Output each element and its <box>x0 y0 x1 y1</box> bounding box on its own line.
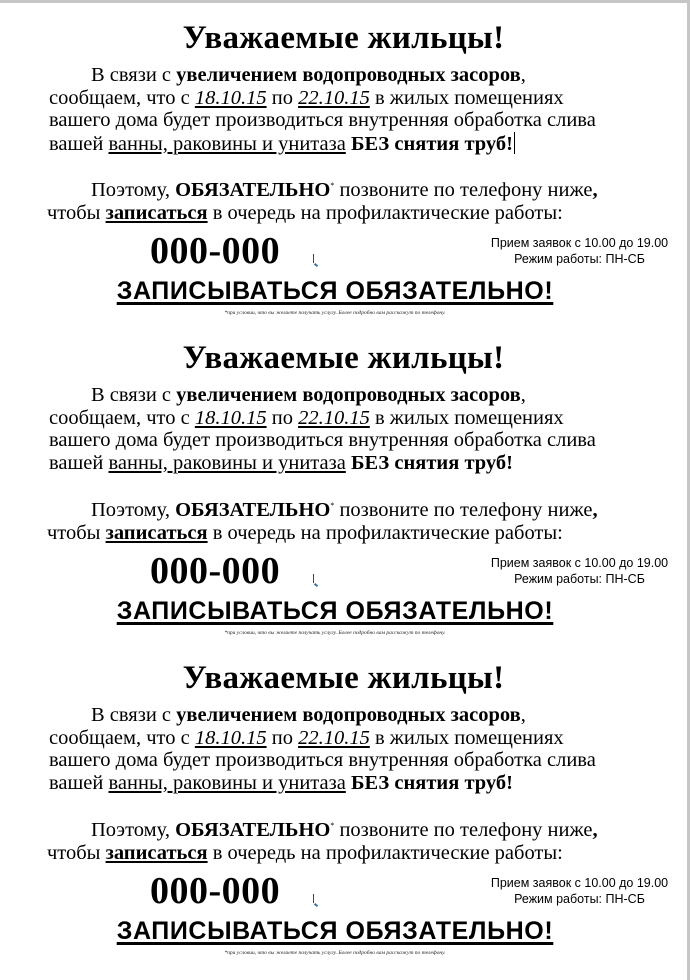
fixtures-underlined: ванны, раковины и унитаза <box>108 132 346 155</box>
must-bold: ОБЯЗАТЕЛЬНО <box>175 819 331 841</box>
working-hours: Прием заявок с 10.00 до 19.00 Режим работы: ПН-СБ <box>490 876 669 906</box>
fixtures-underlined: ванны, раковины и унитаза <box>108 451 346 474</box>
phone-number: 000-000 <box>150 230 281 272</box>
notice-paragraph-1: В связи с увеличением водопроводных засоров, сообщаем, что с 18.10.15 по 22.10.15 в жилых помещениях вашего дома будет производиться внутренняя обработка слива вашей ванны, раковины и унитаза БЕЗ снятия труб! <box>49 384 596 474</box>
register-bold: записаться <box>105 521 208 544</box>
cta-heading: ЗАПИСЫВАТЬСЯ ОБЯЗАТЕЛЬНО! <box>116 597 554 625</box>
notice-block-1 <box>0 8 687 328</box>
no-pipe-removal-bold: БЕЗ снятия труб! <box>350 132 513 155</box>
phone-number: 000-000 <box>150 870 281 912</box>
register-bold: записаться <box>105 201 208 224</box>
notice-paragraph-2: Поэтому, ОБЯЗАТЕЛЬНО* позвоните по телефону ниже, чтобы записаться в очередь на профилактические работы: <box>47 819 598 864</box>
cta-heading: ЗАПИСЫВАТЬСЯ ОБЯЗАТЕЛЬНО! <box>116 277 554 305</box>
notice-paragraph-1: В связи с увеличением водопроводных засоров, сообщаем, что с 18.10.15 по 22.10.15 в жилых помещениях вашего дома будет производиться внутренняя обработка слива вашей ванны, раковины и унитаза БЕЗ снятия труб! <box>49 704 596 794</box>
notice-block-3 <box>0 648 687 968</box>
date-from: 18.10.15 <box>194 86 267 109</box>
must-bold: ОБЯЗАТЕЛЬНО <box>175 499 331 521</box>
notice-paragraph-2: Поэтому, ОБЯЗАТЕЛЬНО* позвоните по телефону ниже, чтобы записаться в очередь на профилактические работы: <box>47 179 598 224</box>
cta-heading: ЗАПИСЫВАТЬСЯ ОБЯЗАТЕЛЬНО! <box>116 917 554 945</box>
notice-title: Уважаемые жильцы! <box>182 20 505 56</box>
reason-bold: увеличением водопроводных засоров <box>176 704 521 726</box>
fixtures-underlined: ванны, раковины и унитаза <box>108 771 346 794</box>
anchor-mark-icon <box>313 254 315 268</box>
working-hours: Прием заявок с 10.00 до 19.00 Режим работы: ПН-СБ <box>490 556 669 586</box>
notice-paragraph-1: В связи с увеличением водопроводных засоров, сообщаем, что с 18.10.15 по 22.10.15 в жилых помещениях вашего дома будет производиться внутренняя обработка слива вашей ванны, раковины и унитаза БЕЗ снятия труб! <box>49 64 596 155</box>
footnote: *при условии, что вы желаете получать услугу. Более подробно вам расскажут по телефону. <box>224 630 446 636</box>
working-hours: Прием заявок с 10.00 до 19.00 Режим работы: ПН-СБ <box>490 236 669 266</box>
date-from: 18.10.15 <box>194 406 267 429</box>
register-bold: записаться <box>105 841 208 864</box>
must-bold: ОБЯЗАТЕЛЬНО <box>175 179 331 201</box>
date-to: 22.10.15 <box>298 726 370 749</box>
notice-title: Уважаемые жильцы! <box>182 660 505 696</box>
anchor-mark-icon <box>313 574 315 588</box>
notice-paragraph-2: Поэтому, ОБЯЗАТЕЛЬНО* позвоните по телефону ниже, чтобы записаться в очередь на профилактические работы: <box>47 499 598 544</box>
date-from: 18.10.15 <box>194 726 267 749</box>
text-cursor <box>514 132 515 154</box>
notice-block-2 <box>0 328 687 648</box>
document-page <box>0 3 687 980</box>
footnote: *при условии, что вы желаете получать услугу. Более подробно вам расскажут по телефону. <box>224 950 446 956</box>
reason-bold: увеличением водопроводных засоров <box>176 64 521 86</box>
date-to: 22.10.15 <box>298 86 370 109</box>
notice-title: Уважаемые жильцы! <box>182 340 505 376</box>
no-pipe-removal-bold: БЕЗ снятия труб! <box>350 451 513 474</box>
anchor-mark-icon <box>313 894 315 908</box>
footnote: *при условии, что вы желаете получать услугу. Более подробно вам расскажут по телефону. <box>224 310 446 316</box>
phone-number: 000-000 <box>150 550 281 592</box>
reason-bold: увеличением водопроводных засоров <box>176 384 521 406</box>
date-to: 22.10.15 <box>298 406 370 429</box>
no-pipe-removal-bold: БЕЗ снятия труб! <box>350 771 513 794</box>
